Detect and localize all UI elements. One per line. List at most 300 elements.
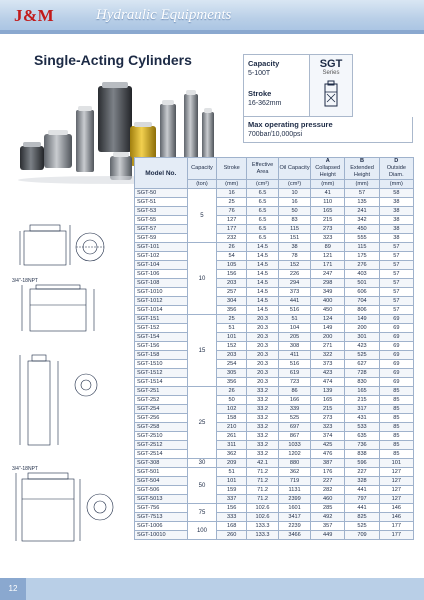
- a-cell: 247: [311, 270, 345, 279]
- stroke-cell: 232: [217, 234, 247, 243]
- drawing-large-cylinder: [16, 473, 113, 541]
- model-cell: SGT-151: [135, 315, 188, 324]
- d-cell: 146: [379, 504, 413, 513]
- table-row: [135, 504, 414, 513]
- stroke-cell: 50: [217, 396, 247, 405]
- stroke-cell: 254: [217, 360, 247, 369]
- d-cell: 127: [379, 477, 413, 486]
- d-cell: 57: [379, 270, 413, 279]
- table-row: [135, 477, 414, 486]
- table-row: [135, 216, 414, 225]
- stroke-cell: 25: [217, 198, 247, 207]
- a-cell: 425: [311, 441, 345, 450]
- area-cell: 71.2: [247, 486, 279, 495]
- spec-pressure: [243, 117, 413, 143]
- area-cell: 20.3: [247, 342, 279, 351]
- area-cell: 33.2: [247, 387, 279, 396]
- stroke-cell: 25: [217, 315, 247, 324]
- b-cell: 635: [345, 432, 379, 441]
- b-cell: 627: [345, 360, 379, 369]
- oil-cell: 362: [279, 468, 311, 477]
- a-cell: 373: [311, 360, 345, 369]
- oil-cell: 3466: [279, 531, 311, 540]
- table-row: [135, 297, 414, 306]
- drawing-tall-cylinder: [20, 355, 97, 445]
- a-cell: 460: [311, 495, 345, 504]
- spec-capacity: [248, 59, 279, 77]
- stroke-cell: 127: [217, 216, 247, 225]
- stroke-cell: 156: [217, 270, 247, 279]
- b-cell: 450: [345, 225, 379, 234]
- d-cell: 127: [379, 468, 413, 477]
- stroke-cell: 337: [217, 495, 247, 504]
- b-cell: 709: [345, 531, 379, 540]
- model-cell: SGT-1514: [135, 378, 188, 387]
- d-cell: 127: [379, 495, 413, 504]
- area-cell: 14.5: [247, 306, 279, 315]
- area-cell: 14.5: [247, 270, 279, 279]
- model-cell: SGT-102: [135, 252, 188, 261]
- area-cell: 20.3: [247, 360, 279, 369]
- b-cell: 301: [345, 333, 379, 342]
- a-cell: 215: [311, 405, 345, 414]
- capacity-header: Capacity: [187, 158, 217, 180]
- a-cell: 400: [311, 297, 345, 306]
- b-cell: 501: [345, 279, 379, 288]
- d-cell: 38: [379, 225, 413, 234]
- area-cell: 33.2: [247, 405, 279, 414]
- oil-cell: 339: [279, 405, 311, 414]
- b-cell: 736: [345, 441, 379, 450]
- b-cell: 403: [345, 270, 379, 279]
- d-cell: 85: [379, 387, 413, 396]
- b-cell: 423: [345, 342, 379, 351]
- page-number: 12: [0, 578, 26, 600]
- oil-cell: 115: [279, 225, 311, 234]
- oil-cell: 525: [279, 414, 311, 423]
- model-cell: SGT-158: [135, 351, 188, 360]
- d-cell: 57: [379, 252, 413, 261]
- oil-cell: 1033: [279, 441, 311, 450]
- oil-cell: 1202: [279, 450, 311, 459]
- oil-cell: 83: [279, 216, 311, 225]
- pressure-label: Max operating pressure: [248, 120, 333, 129]
- table-row: [135, 441, 414, 450]
- stroke-cell: 362: [217, 450, 247, 459]
- model-cell: SGT-2510: [135, 432, 188, 441]
- a-cell: 349: [311, 288, 345, 297]
- pressure-value: 700bar/10,000psi: [248, 131, 303, 138]
- d-cell: 38: [379, 207, 413, 216]
- oil-header: Oil Capacity: [279, 158, 311, 180]
- table-row: [135, 432, 414, 441]
- stroke-cell: 203: [217, 279, 247, 288]
- d-cell: 85: [379, 405, 413, 414]
- oil-cell: 86: [279, 387, 311, 396]
- area-cell: 6.5: [247, 234, 279, 243]
- area-cell: 20.3: [247, 315, 279, 324]
- oil-unit: (cm³): [279, 180, 311, 189]
- d-cell: 127: [379, 486, 413, 495]
- b-cell: 838: [345, 450, 379, 459]
- stroke-cell: 304: [217, 297, 247, 306]
- stroke-cell: 105: [217, 261, 247, 270]
- drawing-short-cylinder: [20, 225, 104, 265]
- a-cell: 271: [311, 342, 345, 351]
- footer-bar: [0, 578, 424, 600]
- model-cell: SGT-104: [135, 261, 188, 270]
- drawing-cylinder-side: [22, 285, 94, 331]
- table-row: [135, 369, 414, 378]
- oil-cell: 166: [279, 396, 311, 405]
- oil-cell: 50: [279, 207, 311, 216]
- model-cell: SGT-308: [135, 459, 188, 468]
- table-row: [135, 234, 414, 243]
- a-cell: 476: [311, 450, 345, 459]
- a-cell: 282: [311, 486, 345, 495]
- model-cell: SGT-1510: [135, 360, 188, 369]
- thread-label-2: 3/4"-18NPT: [12, 466, 38, 472]
- area-cell: 102.6: [247, 504, 279, 513]
- a-cell: 273: [311, 414, 345, 423]
- area-cell: 133.3: [247, 531, 279, 540]
- area-cell: 71.2: [247, 468, 279, 477]
- a-cell: 176: [311, 468, 345, 477]
- model-cell: SGT-50: [135, 189, 188, 198]
- d-letter: D: [394, 158, 399, 164]
- b-cell: 606: [345, 288, 379, 297]
- stroke-cell: 210: [217, 423, 247, 432]
- oil-cell: 1601: [279, 504, 311, 513]
- spec-summary-box: [243, 54, 413, 154]
- oil-cell: 10: [279, 189, 311, 198]
- stroke-cell: 158: [217, 414, 247, 423]
- stroke-cell: 51: [217, 324, 247, 333]
- stroke-value: 16-362mm: [248, 100, 282, 107]
- table-row: [135, 414, 414, 423]
- page-title: Single-Acting Cylinders: [34, 52, 192, 68]
- table-row: [135, 495, 414, 504]
- area-cell: 33.2: [247, 396, 279, 405]
- oil-cell: 2399: [279, 495, 311, 504]
- stroke-cell: 101: [217, 333, 247, 342]
- stroke-cell: 168: [217, 522, 247, 531]
- stroke-cell: 333: [217, 513, 247, 522]
- d-cell: 85: [379, 450, 413, 459]
- series-code: SGT: [319, 58, 343, 70]
- capacity-cell: 5: [187, 189, 217, 243]
- d-label: Outside Diam.: [386, 165, 406, 178]
- model-cell: SGT-256: [135, 414, 188, 423]
- oil-cell: 38: [279, 243, 311, 252]
- area-cell: 6.5: [247, 216, 279, 225]
- oil-cell: 880: [279, 459, 311, 468]
- oil-cell: 516: [279, 360, 311, 369]
- table-row: [135, 333, 414, 342]
- page-header: [0, 0, 424, 34]
- model-cell: SGT-2512: [135, 441, 188, 450]
- b-cell: 431: [345, 414, 379, 423]
- oil-cell: 1131: [279, 486, 311, 495]
- b-label: Extended Height: [350, 165, 374, 178]
- table-row: [135, 396, 414, 405]
- b-cell: 806: [345, 306, 379, 315]
- model-cell: SGT-108: [135, 279, 188, 288]
- area-cell: 14.5: [247, 261, 279, 270]
- oil-cell: 3417: [279, 513, 311, 522]
- d-cell: 69: [379, 378, 413, 387]
- b-cell: 115: [345, 243, 379, 252]
- d-cell: 85: [379, 414, 413, 423]
- a-cell: 89: [311, 243, 345, 252]
- technical-drawings: [8, 195, 118, 575]
- oil-cell: 226: [279, 270, 311, 279]
- model-cell: SGT-152: [135, 324, 188, 333]
- stroke-cell: 261: [217, 432, 247, 441]
- b-cell: 200: [345, 324, 379, 333]
- area-cell: 14.5: [247, 279, 279, 288]
- model-cell: SGT-506: [135, 486, 188, 495]
- stroke-cell: 102: [217, 405, 247, 414]
- area-unit: (cm²): [247, 180, 279, 189]
- model-cell: SGT-258: [135, 423, 188, 432]
- brand-logo-text: J&M: [14, 6, 55, 25]
- a-cell: 124: [311, 315, 345, 324]
- b-cell: 215: [345, 396, 379, 405]
- stroke-cell: 54: [217, 252, 247, 261]
- stroke-cell: 203: [217, 351, 247, 360]
- oil-cell: 619: [279, 369, 311, 378]
- capacity-cell: 30: [187, 459, 217, 468]
- d-cell: 69: [379, 324, 413, 333]
- b-cell: 525: [345, 522, 379, 531]
- stroke-header: Stroke: [217, 158, 247, 180]
- table-row: [135, 315, 414, 324]
- a-cell: 474: [311, 378, 345, 387]
- model-cell: SGT-57: [135, 225, 188, 234]
- model-cell: SGT-154: [135, 333, 188, 342]
- table-row: [135, 522, 414, 531]
- d-cell: 38: [379, 234, 413, 243]
- header-stripe: [0, 30, 424, 34]
- d-cell: 69: [379, 333, 413, 342]
- b-unit: (mm): [345, 180, 379, 189]
- model-cell: SGT-53: [135, 207, 188, 216]
- table-row: [135, 468, 414, 477]
- capacity-cell: 15: [187, 315, 217, 387]
- b-cell: 596: [345, 459, 379, 468]
- area-cell: 71.2: [247, 495, 279, 504]
- oil-cell: 723: [279, 378, 311, 387]
- a-cell: 387: [311, 459, 345, 468]
- oil-cell: 411: [279, 351, 311, 360]
- d-cell: 85: [379, 432, 413, 441]
- stroke-cell: 177: [217, 225, 247, 234]
- area-cell: 6.5: [247, 189, 279, 198]
- b-cell: 149: [345, 315, 379, 324]
- d-cell: 57: [379, 288, 413, 297]
- area-cell: 20.3: [247, 333, 279, 342]
- model-cell: SGT-504: [135, 477, 188, 486]
- d-cell: 38: [379, 198, 413, 207]
- b-cell: 165: [345, 387, 379, 396]
- oil-cell: 205: [279, 333, 311, 342]
- a-cell: 449: [311, 531, 345, 540]
- model-cell: SGT-254: [135, 405, 188, 414]
- capacity-cell: 25: [187, 387, 217, 459]
- b-cell: 825: [345, 513, 379, 522]
- b-cell: 728: [345, 369, 379, 378]
- d-cell: 177: [379, 522, 413, 531]
- oil-cell: 308: [279, 342, 311, 351]
- spec-stroke: [248, 89, 281, 107]
- a-cell: 423: [311, 369, 345, 378]
- d-cell: 57: [379, 306, 413, 315]
- table-row: [135, 306, 414, 315]
- capacity-label: Capacity: [248, 59, 280, 68]
- oil-cell: 516: [279, 306, 311, 315]
- oil-cell: 697: [279, 423, 311, 432]
- model-cell: SGT-1512: [135, 369, 188, 378]
- a-cell: 322: [311, 351, 345, 360]
- model-cell: SGT-501: [135, 468, 188, 477]
- area-cell: 133.3: [247, 522, 279, 531]
- table-row: [135, 405, 414, 414]
- thread-label-1: 3/4"-18NPT: [12, 278, 38, 284]
- a-cell: 139: [311, 387, 345, 396]
- model-cell: SGT-756: [135, 504, 188, 513]
- model-cell: SGT-59: [135, 234, 188, 243]
- stroke-cell: 356: [217, 378, 247, 387]
- table-row: [135, 513, 414, 522]
- model-cell: SGT-7513: [135, 513, 188, 522]
- a-cell: 323: [311, 234, 345, 243]
- capacity-cell: 100: [187, 522, 217, 540]
- d-cell: 69: [379, 342, 413, 351]
- a-cell: 492: [311, 513, 345, 522]
- stroke-cell: 209: [217, 459, 247, 468]
- stroke-cell: 257: [217, 288, 247, 297]
- area-cell: 14.5: [247, 243, 279, 252]
- area-cell: 33.2: [247, 423, 279, 432]
- table-row: [135, 270, 414, 279]
- b-cell: 830: [345, 378, 379, 387]
- area-cell: 20.3: [247, 369, 279, 378]
- stroke-cell: 311: [217, 441, 247, 450]
- model-cell: SGT-251: [135, 387, 188, 396]
- table-row: [135, 225, 414, 234]
- b-cell: 241: [345, 207, 379, 216]
- a-cell: 323: [311, 423, 345, 432]
- d-cell: 57: [379, 261, 413, 270]
- b-cell: 797: [345, 495, 379, 504]
- model-cell: SGT-252: [135, 396, 188, 405]
- cylinder-icon: [323, 80, 339, 108]
- capacity-cell: 50: [187, 468, 217, 504]
- b-cell: 328: [345, 477, 379, 486]
- model-cell: SGT-1006: [135, 522, 188, 531]
- a-cell: 374: [311, 432, 345, 441]
- a-cell: 298: [311, 279, 345, 288]
- area-cell: 33.2: [247, 441, 279, 450]
- b-header: [345, 158, 379, 180]
- series-word: Series: [322, 70, 340, 76]
- area-cell: 102.6: [247, 513, 279, 522]
- series-panel: [309, 54, 353, 117]
- model-cell: SGT-106: [135, 270, 188, 279]
- d-header: [379, 158, 413, 180]
- table-row: [135, 261, 414, 270]
- model-cell: SGT-51: [135, 198, 188, 207]
- area-cell: 20.3: [247, 351, 279, 360]
- table-row: [135, 360, 414, 369]
- b-cell: 135: [345, 198, 379, 207]
- table-row: [135, 450, 414, 459]
- area-cell: 14.5: [247, 288, 279, 297]
- d-cell: 69: [379, 351, 413, 360]
- capacity-unit: (ton): [187, 180, 217, 189]
- b-cell: 317: [345, 405, 379, 414]
- model-cell: SGT-1010: [135, 288, 188, 297]
- stroke-label: Stroke: [248, 89, 272, 98]
- area-cell: 20.3: [247, 324, 279, 333]
- b-cell: 533: [345, 423, 379, 432]
- a-unit: (mm): [311, 180, 345, 189]
- area-cell: 6.5: [247, 207, 279, 216]
- oil-cell: 867: [279, 432, 311, 441]
- d-cell: 57: [379, 243, 413, 252]
- model-cell: SGT-156: [135, 342, 188, 351]
- b-cell: 441: [345, 486, 379, 495]
- area-cell: 42.1: [247, 459, 279, 468]
- d-cell: 69: [379, 369, 413, 378]
- b-cell: 525: [345, 351, 379, 360]
- table-row: [135, 423, 414, 432]
- model-cell: SGT-55: [135, 216, 188, 225]
- stroke-cell: 101: [217, 477, 247, 486]
- model-header: Model No.: [135, 158, 188, 189]
- stroke-cell: 260: [217, 531, 247, 540]
- d-cell: 69: [379, 315, 413, 324]
- table-row: [135, 252, 414, 261]
- d-cell: 85: [379, 441, 413, 450]
- d-cell: 101: [379, 459, 413, 468]
- b-cell: 704: [345, 297, 379, 306]
- brand-logo: [14, 6, 54, 26]
- d-unit: (mm): [379, 180, 413, 189]
- b-cell: 342: [345, 216, 379, 225]
- oil-cell: 2239: [279, 522, 311, 531]
- oil-cell: 104: [279, 324, 311, 333]
- oil-cell: 151: [279, 234, 311, 243]
- oil-cell: 51: [279, 315, 311, 324]
- area-cell: 14.5: [247, 252, 279, 261]
- model-cell: SGT-5013: [135, 495, 188, 504]
- table-row: [135, 189, 414, 198]
- area-cell: 33.2: [247, 414, 279, 423]
- area-cell: 6.5: [247, 198, 279, 207]
- stroke-unit: (mm): [217, 180, 247, 189]
- a-cell: 121: [311, 252, 345, 261]
- stroke-cell: 26: [217, 243, 247, 252]
- stroke-cell: 356: [217, 306, 247, 315]
- a-cell: 165: [311, 207, 345, 216]
- table-row: [135, 342, 414, 351]
- header-title: Hydraulic Equipments: [96, 7, 232, 23]
- b-cell: 175: [345, 252, 379, 261]
- table-row: [135, 351, 414, 360]
- model-cell: SGT-1014: [135, 306, 188, 315]
